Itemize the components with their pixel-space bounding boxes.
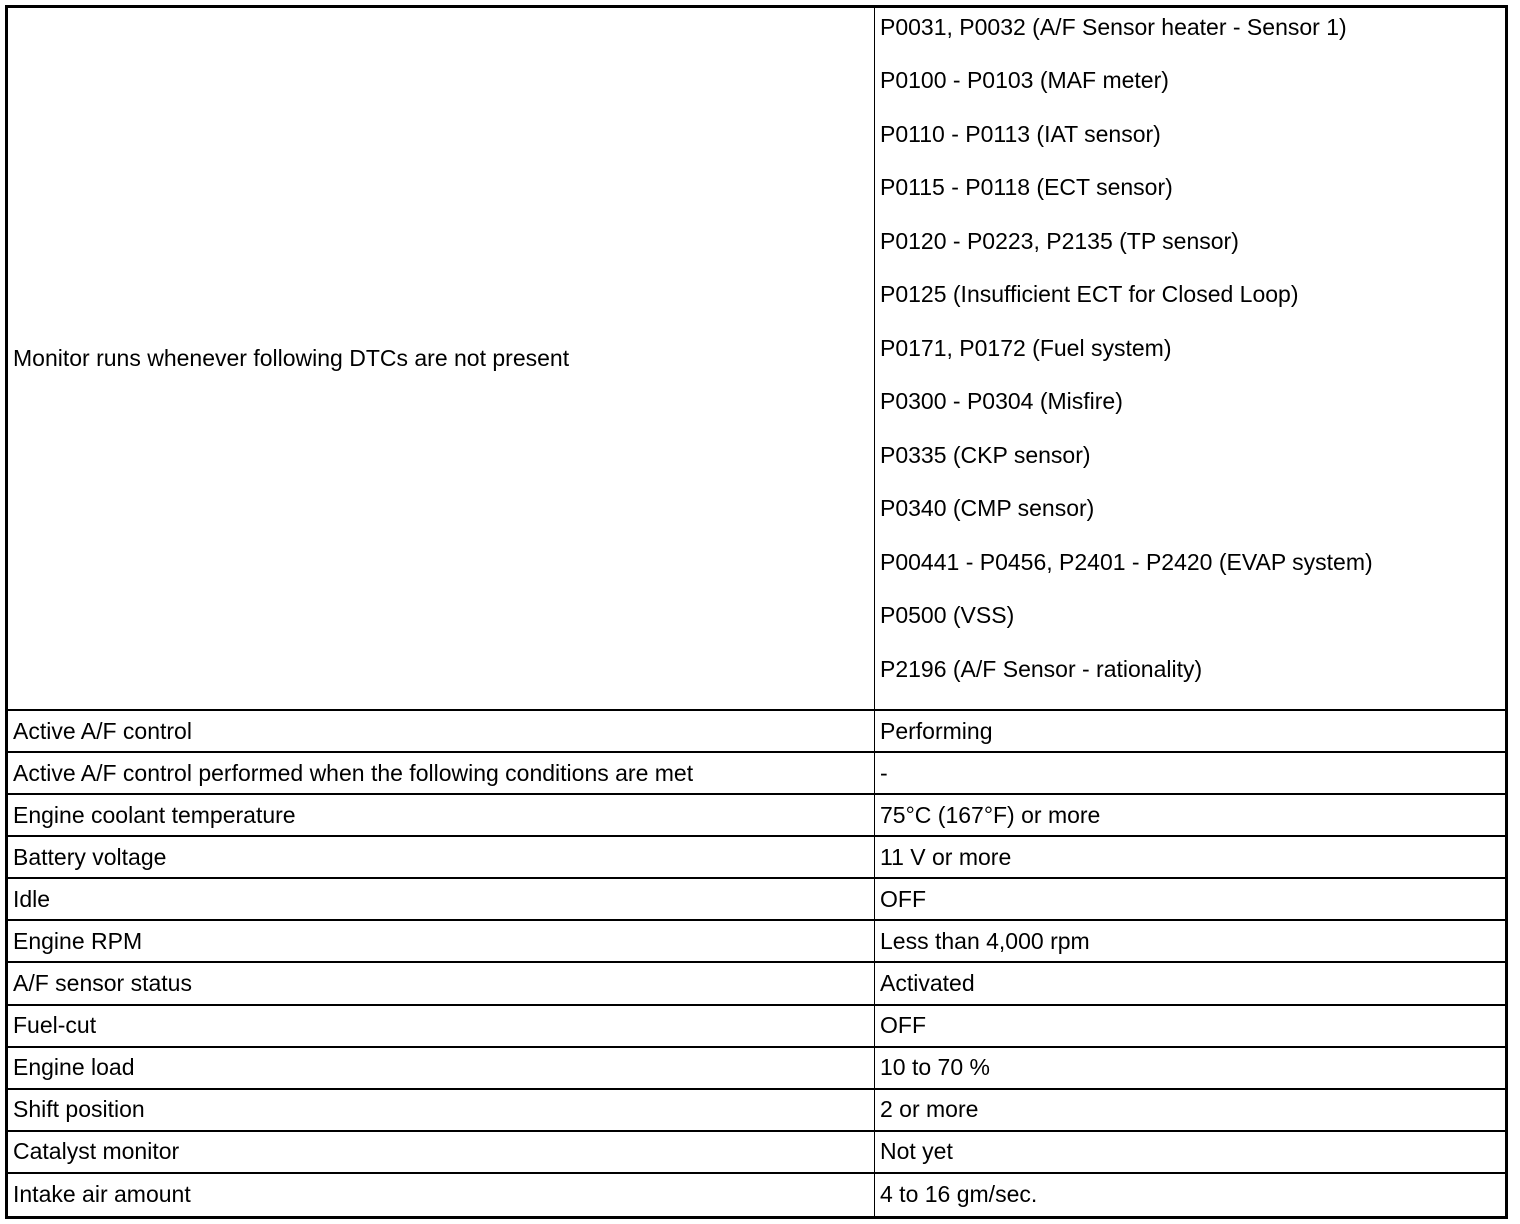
dtc-item: P00441 - P0456, P2401 - P2420 (EVAP system) xyxy=(880,548,1373,575)
row-value: 11 V or more xyxy=(875,837,1505,879)
dtc-item: P0110 - P0113 (IAT sensor) xyxy=(880,120,1161,147)
dtc-list-cell xyxy=(875,8,1505,711)
dtc-item: P0031, P0032 (A/F Sensor heater - Sensor 1) xyxy=(880,14,1347,40)
dtc-item: P0335 (CKP sensor) xyxy=(880,441,1091,468)
row-label: Engine load xyxy=(8,1048,875,1090)
dtc-item: P0340 (CMP sensor) xyxy=(880,495,1095,522)
row-label: Engine RPM xyxy=(8,921,875,963)
row-label: Active A/F control xyxy=(8,711,875,753)
row-value: 10 to 70 % xyxy=(875,1048,1505,1090)
dtc-item: P0171, P0172 (Fuel system) xyxy=(880,334,1172,361)
row-label: Idle xyxy=(8,879,875,921)
row-label: A/F sensor status xyxy=(8,963,875,1005)
row-value: OFF xyxy=(875,1006,1505,1048)
row-value: Performing xyxy=(875,711,1505,753)
row-value: Less than 4,000 rpm xyxy=(875,921,1505,963)
row-label: Shift position xyxy=(8,1090,875,1132)
row-label: Battery voltage xyxy=(8,837,875,879)
monitor-label: Monitor runs whenever following DTCs are not present xyxy=(13,345,570,371)
dtc-item: P0100 - P0103 (MAF meter) xyxy=(880,67,1169,94)
conditions-table xyxy=(5,5,1508,1219)
row-label: Intake air amount xyxy=(8,1174,875,1216)
dtc-item: P0120 - P0223, P2135 (TP sensor) xyxy=(880,227,1239,254)
row-value: Not yet xyxy=(875,1132,1505,1174)
monitor-label-cell xyxy=(8,8,875,711)
row-value: 75°C (167°F) or more xyxy=(875,795,1505,837)
row-label: Active A/F control performed when the following conditions are met xyxy=(8,753,875,795)
row-label: Catalyst monitor xyxy=(8,1132,875,1174)
row-label: Fuel-cut xyxy=(8,1006,875,1048)
dtc-item: P0125 (Insufficient ECT for Closed Loop) xyxy=(880,281,1299,308)
row-label: Engine coolant temperature xyxy=(8,795,875,837)
row-value: OFF xyxy=(875,879,1505,921)
row-value: Activated xyxy=(875,963,1505,1005)
dtc-item: P0300 - P0304 (Misfire) xyxy=(880,388,1123,415)
row-value: 2 or more xyxy=(875,1090,1505,1132)
dtc-item: P0115 - P0118 (ECT sensor) xyxy=(880,174,1173,201)
dtc-item: P2196 (A/F Sensor - rationality) xyxy=(880,655,1203,682)
row-value: - xyxy=(875,753,1505,795)
dtc-item: P0500 (VSS) xyxy=(880,602,1015,629)
row-value: 4 to 16 gm/sec. xyxy=(880,1181,1038,1208)
